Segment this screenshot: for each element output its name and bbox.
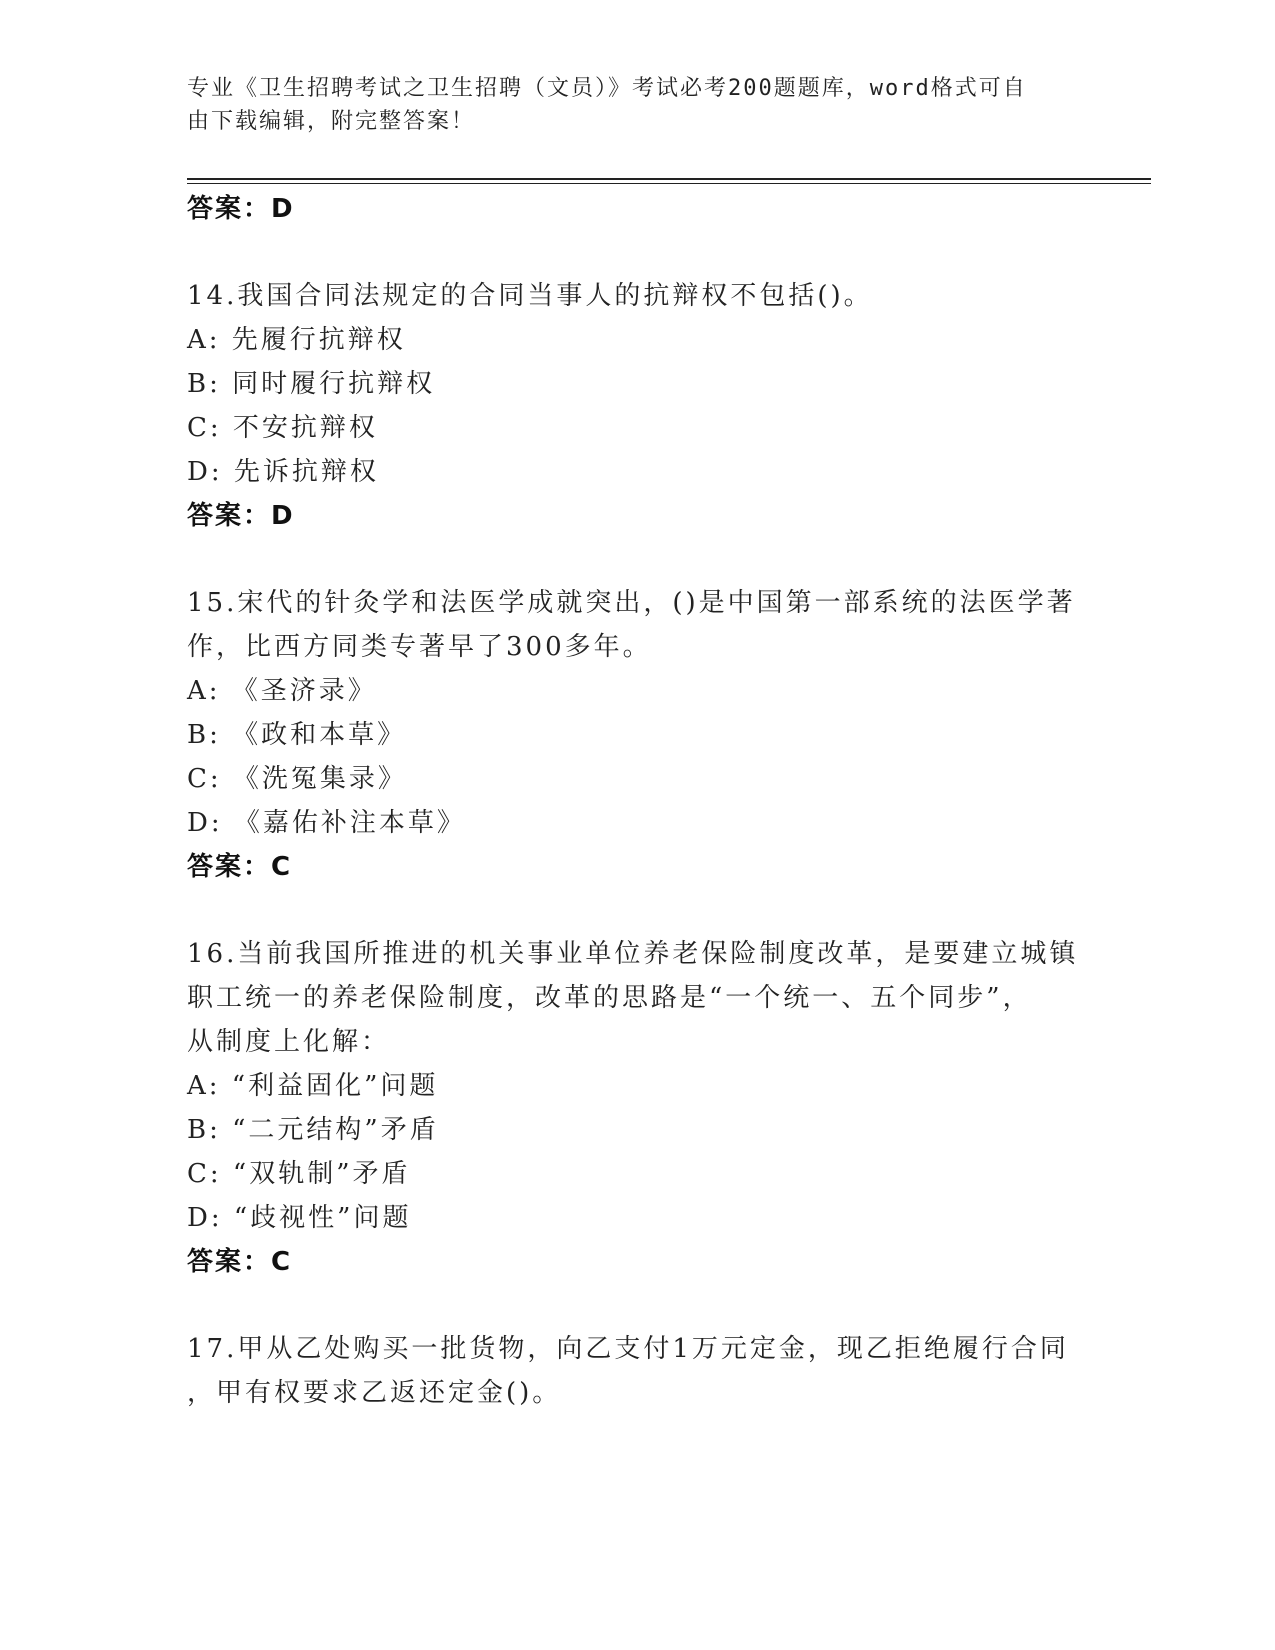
answer-prev: 答案：D [187,194,295,224]
question-14-stem: 14.我国合同法规定的合同当事人的抗辩权不包括()。 [187,281,873,311]
header-divider-thin [187,183,1151,184]
question-16-option-a: A: “利益固化”问题 [187,1071,439,1101]
question-15-option-c: C: 《洗冤集录》 [187,764,407,794]
question-15-stem-line-1: 15.宋代的针灸学和法医学成就突出，()是中国第一部系统的法医学著 [187,588,1076,618]
question-16-answer: 答案：C [187,1247,293,1277]
question-16-stem-line-3: 从制度上化解： [187,1027,391,1057]
question-14-option-c: C: 不安抗辩权 [187,413,378,443]
question-15-option-d: D: 《嘉佑补注本草》 [187,808,466,838]
question-16-stem-line-2: 职工统一的养老保险制度，改革的思路是“一个统一、五个同步”， [187,983,1032,1013]
question-16-stem-line-1: 16.当前我国所推进的机关事业单位养老保险制度改革，是要建立城镇 [187,939,1079,969]
question-16-option-d: D: “歧视性”问题 [187,1203,412,1233]
question-15-option-b: B: 《政和本草》 [187,720,407,750]
question-15-stem-line-2: 作，比西方同类专著早了300多年。 [187,632,652,662]
question-15-answer: 答案：C [187,852,293,882]
question-17-stem-line-1: 17.甲从乙处购买一批货物，向乙支付1万元定金，现乙拒绝履行合同 [187,1334,1069,1364]
question-16-option-c: C: “双轨制”矛盾 [187,1159,411,1189]
question-14-option-d: D: 先诉抗辩权 [187,457,379,487]
question-14-option-a: A: 先履行抗辩权 [187,325,406,355]
header-line-2: 由下载编辑，附完整答案！ [187,109,476,134]
question-15-option-a: A: 《圣济录》 [187,676,377,706]
question-14-option-b: B: 同时履行抗辩权 [187,369,436,399]
header-divider-thick [187,178,1151,180]
document-header [187,72,1087,138]
question-16-option-b: B: “二元结构”矛盾 [187,1115,439,1145]
question-14-answer: 答案：D [187,501,295,531]
question-17-stem-line-2: ，甲有权要求乙返还定金()。 [187,1378,562,1408]
header-line-1: 专业《卫生招聘考试之卫生招聘（文员）》考试必考200题题库，word格式可自 [187,76,1027,101]
